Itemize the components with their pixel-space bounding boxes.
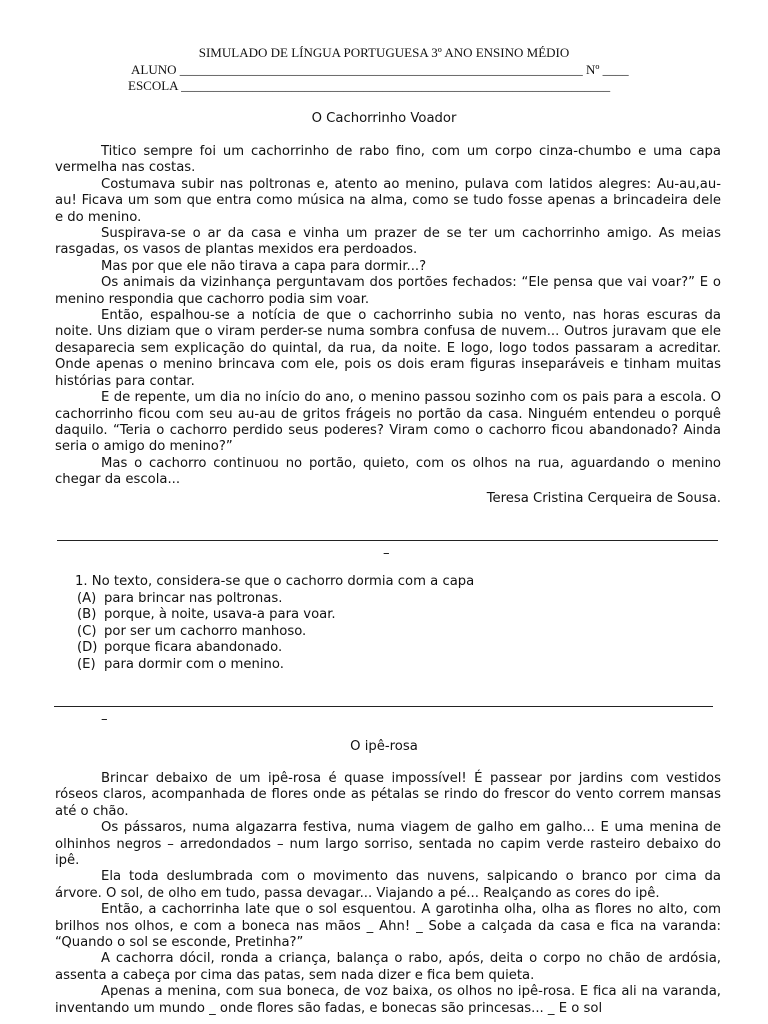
story-paragraph: Titico sempre foi um cachorrinho de rabo fino, com um corpo cinza-chumbo e uma capa vermelha nas costas. <box>55 144 721 176</box>
divider-dash: – <box>383 546 390 561</box>
option-text: porque ficara abandonado. <box>104 640 283 656</box>
answer-options <box>77 591 336 673</box>
divider-dash: – <box>101 712 108 727</box>
student-name-field[interactable]: ______________________________________________________________ <box>179 62 583 77</box>
section-divider <box>54 706 713 707</box>
student-number-label: Nº <box>586 62 600 77</box>
section-divider <box>57 540 718 541</box>
story-author: Teresa Cristina Cerqueira de Sousa. <box>486 491 721 506</box>
option-text: para dormir com o menino. <box>104 656 284 672</box>
story-paragraph: Então, espalhou-se a notícia de que o cachorrinho subia no vento, nas horas escuras da noite. Uns diziam que o viram perder-se numa sombra confusa de nuvem... Outros juravam que ele desaparecia sem explicação do quintal, da rua, da noite. E logo, logo todos passaram a acreditar. Onde apenas o menino brincava com ele, pois os dois eram figuras inseparáveis e tinham muitas histórias para contar. <box>55 308 721 389</box>
option-letter: (E) <box>77 656 96 672</box>
option-letter: (C) <box>77 623 97 639</box>
story-body <box>55 144 721 489</box>
story-paragraph: Os animais da vizinhança perguntavam dos portões fechados: “Ele pensa que vai voar?” E o menino respondia que cachorro podia sim voar. <box>55 275 721 307</box>
student-name-row <box>131 62 629 78</box>
option-letter: (B) <box>77 607 97 623</box>
story-title: O ipê-rosa <box>350 739 418 754</box>
answer-option-c[interactable] <box>77 624 336 640</box>
school-label: ESCOLA <box>128 78 178 93</box>
answer-option-b[interactable] <box>77 607 336 623</box>
exam-title: SIMULADO DE LÍNGUA PORTUGUESA 3º ANO ENSINO MÉDIO <box>198 45 570 60</box>
story-paragraph: Suspirava-se o ar da casa e vinha um prazer de se ter um cachorrinho amigo. As meias rasgadas, os vasos de plantas mexidos era perdoados. <box>55 226 721 258</box>
story-paragraph: A cachorra dócil, ronda a criança, balança o rabo, após, deita o corpo no chão de ardósia, assenta a cabeça por cima das patas, sem nada dizer e fica bem quieta. <box>55 951 721 983</box>
student-number-field[interactable]: ____ <box>602 62 629 77</box>
answer-option-e[interactable] <box>77 657 336 673</box>
exam-header <box>0 45 768 93</box>
story-paragraph: Costumava subir nas poltronas e, atento ao menino, pulava com latidos alegres: Au-au,au-au! Ficava um som que entra como música na alma, como se tudo fosse apenas a brincadeira dele e do menino. <box>55 176 721 225</box>
answer-option-d[interactable] <box>77 640 336 656</box>
story-paragraph: Mas o cachorro continuou no portão, quieto, com os olhos na rua, aguardando o menino chegar da escola... <box>55 455 721 488</box>
story-paragraph: Ela toda deslumbrada com o movimento das nuvens, salpicando o branco por cima da árvore. O sol, de olho em tudo, passa devagar... Viajando a pé... Realçando as cores do ipê. <box>55 869 721 901</box>
option-text: por ser um cachorro manhoso. <box>104 623 307 639</box>
story-paragraph: Brincar debaixo de um ipê-rosa é quase impossível! É passear por jardins com vestidos róseos claros, acompanhada de flores onde as pétalas se rindo do frescor do vento correm mansas até o chão. <box>55 771 721 819</box>
story-paragraph: Então, a cachorrinha late que o sol esquentou. A garotinha olha, olha as flores no alto, com brilhos nos olhos, e com a boneca nas mãos _ Ahn! _ Sobe a calçada da casa e fica na varanda: “Quando o sol se esconde, Pretinha?” <box>55 902 721 951</box>
story-paragraph: Mas por que ele não tirava a capa para dormir...? <box>101 258 427 274</box>
student-name-label: ALUNO <box>131 62 177 77</box>
option-letter: (A) <box>77 591 97 606</box>
school-field[interactable]: __________________________________________________________________ <box>181 78 611 93</box>
story-paragraph: Os pássaros, numa algazarra festiva, numa viagem de galho em galho... E uma menina de olhinhos negros – arredondados – num largo sorriso, sentada no capim verde rasteiro debaixo do ipê. <box>55 820 721 869</box>
option-text: porque, à noite, usava-a para voar. <box>104 607 336 623</box>
school-row <box>128 78 610 94</box>
option-text: para brincar nas poltronas. <box>104 591 283 606</box>
answer-option-a[interactable] <box>77 591 336 607</box>
story-paragraph: E de repente, um dia no início do ano, o menino passou sozinho com os pais para a escola. O cachorrinho ficou com seu au-au de gritos frágeis no portão da casa. Ninguém entendeu o porquê daquilo. “Teria o cachorro perdido seus poderes? Viram como o cachorro ficou abandonado? Ainda seria o amigo do menino?” <box>55 390 721 455</box>
story-paragraph: Apenas a menina, com sua boneca, de voz baixa, os olhos no ipê-rosa. E fica ali na varanda, inventando um mundo _ onde flores são fadas, e bonecas são princesas... _ E o sol <box>55 984 721 1016</box>
story-body <box>55 771 721 1017</box>
option-letter: (D) <box>77 640 98 656</box>
question-stem: 1. No texto, considera-se que o cachorro dormia com a capa <box>75 574 475 589</box>
story-title: O Cachorrinho Voador <box>311 111 457 126</box>
